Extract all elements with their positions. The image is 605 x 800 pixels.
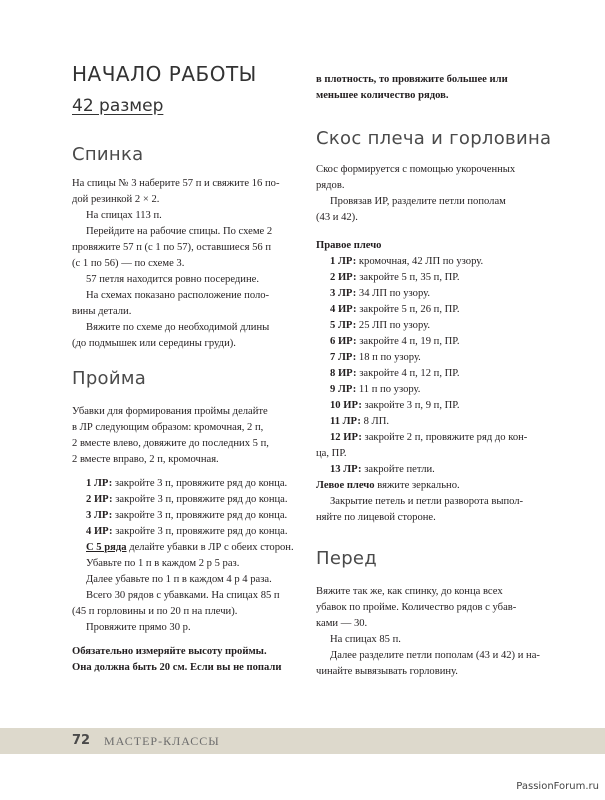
row-label: 11 ЛР:	[330, 416, 361, 427]
row-label: 2 ИР:	[86, 494, 113, 505]
row-line	[316, 302, 552, 318]
row-line	[316, 478, 552, 494]
text-line: в ЛР следующим образом: кромочная, 2 п,	[72, 422, 264, 433]
text-line: дой резинкой 2 × 2.	[72, 194, 160, 205]
row-text: закройте 3 п, провяжите ряд до конца.	[114, 478, 288, 489]
text-line: Далее разделите петли пополам (43 и 42) и на-	[330, 650, 540, 661]
row-text: закройте 3 п, провяжите ряд до конца.	[114, 510, 288, 521]
text-line: Она должна быть 20 см. Если вы не попали	[72, 662, 282, 673]
row-line	[72, 508, 304, 524]
row-label: С 5 ряда	[86, 542, 127, 553]
armhole-note	[72, 644, 304, 676]
row-label: 12 ИР:	[330, 432, 362, 443]
row-text: закройте 3 п, провяжите ряд до конца.	[115, 526, 288, 537]
armhole-rows	[72, 476, 304, 636]
heading-armhole: Пройма	[72, 368, 147, 389]
row-label: 6 ИР:	[330, 336, 357, 347]
text-line: рядов.	[316, 180, 345, 191]
text-line: (с 1 по 56) — по схеме 3.	[72, 258, 185, 269]
chapter-title: НАЧАЛО РАБОТЫ	[72, 62, 257, 86]
section-title: МАСТЕР-КЛАССЫ	[104, 734, 220, 748]
armhole-intro	[72, 404, 304, 468]
row-label: 10 ИР:	[330, 400, 362, 411]
text-line: 2 вместе вправо, 2 п, кромочная.	[72, 454, 219, 465]
row-line	[316, 350, 552, 366]
heading-front: Перед	[316, 548, 378, 569]
text-line: На спицах 85 п.	[330, 634, 401, 645]
row-line	[316, 318, 552, 334]
row-text: 34 ЛП по узору.	[358, 288, 430, 299]
row-line	[72, 524, 304, 540]
row-label: 3 ЛР:	[330, 288, 357, 299]
row-text: 11 п по узору.	[358, 384, 421, 395]
row-text: 8 ЛП.	[363, 416, 390, 427]
row-text: закройте петли.	[364, 464, 435, 475]
row-text: закройте 5 п, 35 п, ПР.	[359, 272, 460, 283]
text-line: вины детали.	[72, 306, 132, 317]
row-line	[316, 446, 552, 462]
row-text: кромочная, 42 ЛП по узору.	[358, 256, 484, 267]
row-line	[316, 398, 552, 414]
text-line: На спицы № 3 наберите 57 п и свяжите 16 по-	[72, 178, 280, 189]
row-text: закройте 2 п, провяжите ряд до кон-	[364, 432, 528, 443]
heading-shoulder: Скос плеча и горловина	[316, 128, 552, 149]
row-label: 1 ЛР:	[86, 478, 113, 489]
row-line	[316, 366, 552, 382]
shoulder-rows	[316, 238, 552, 478]
text-line: Далее убавьте по 1 п в каждом 4 р 4 раза.	[86, 574, 272, 585]
text-line: убавок по пройме. Количество рядов с убав-	[316, 602, 517, 613]
text-line: На схемах показано расположение поло-	[86, 290, 270, 301]
right-shoulder-label: Правое плечо	[316, 240, 382, 251]
heading-back: Спинка	[72, 144, 144, 165]
row-line	[316, 334, 552, 350]
text-line: 2 вместе влево, довяжите до последних 5 п,	[72, 438, 269, 449]
text-line: Вяжите по схеме до необходимой длины	[86, 322, 270, 333]
row-line	[316, 382, 552, 398]
row-label: 1 ЛР:	[330, 256, 357, 267]
row-label: 5 ЛР:	[330, 320, 357, 331]
row-label: 13 ЛР:	[330, 464, 362, 475]
row-text: 25 ЛП по узору.	[358, 320, 430, 331]
text-line: Закрытие петель и петли разворота выпол-	[330, 496, 524, 507]
text-line: 57 петля находится ровно посередине.	[86, 274, 259, 285]
row-label: 7 ЛР:	[330, 352, 357, 363]
row-text: 18 п по узору.	[358, 352, 421, 363]
row-label: 8 ИР:	[330, 368, 357, 379]
row-text: закройте 4 п, 19 п, ПР.	[359, 336, 460, 347]
text-line: Всего 30 рядов с убавками. На спицах 85 п	[86, 590, 280, 601]
shoulder-intro	[316, 162, 552, 226]
text-line: На спицах 113 п.	[86, 210, 162, 221]
text-line: Убавьте по 1 п в каждом 2 р 5 раз.	[86, 558, 240, 569]
text-line: Провязав ИР, разделите петли пополам	[330, 196, 506, 207]
row-text: закройте 3 п, 9 п, ПР.	[364, 400, 460, 411]
size-label: 42 размер	[72, 96, 164, 116]
text-line: в плотность, то провяжите большее или	[316, 74, 508, 85]
row-line	[316, 254, 552, 270]
text-line: Убавки для формирования проймы делайте	[72, 406, 268, 417]
row-line	[72, 492, 304, 508]
row-label: 4 ИР:	[330, 304, 357, 315]
row-text: закройте 5 п, 26 п, ПР.	[359, 304, 460, 315]
text-line: Вяжите так же, как спинку, до конца всех	[316, 586, 503, 597]
text-line: Скос формируется с помощью укороченных	[316, 164, 516, 175]
text-line: (45 п горловины и по 20 п на плечи).	[72, 606, 238, 617]
text-line: чинайте вывязывать горловину.	[316, 666, 458, 677]
row-label: 3 ЛР:	[86, 510, 113, 521]
row-line	[72, 540, 304, 556]
footer-band	[0, 728, 605, 754]
row-label: 4 ИР:	[86, 526, 113, 537]
left-shoulder	[316, 478, 552, 526]
row-text: закройте 4 п, 12 п, ПР.	[359, 368, 460, 379]
row-text: закройте 3 п, провяжите ряд до конца.	[115, 494, 288, 505]
back-text	[72, 176, 304, 352]
text-line: Обязательно измеряйте высоту проймы.	[72, 646, 267, 657]
row-label: 2 ИР:	[330, 272, 357, 283]
row-label: 9 ЛР:	[330, 384, 357, 395]
row-line	[316, 462, 552, 478]
row-line	[316, 430, 552, 446]
text-line: ками — 30.	[316, 618, 368, 629]
left-shoulder-label: Левое плечо	[316, 480, 375, 491]
text-line: (43 и 42).	[316, 212, 358, 223]
row-text: ца, ПР.	[316, 448, 347, 459]
text-line: Провяжите прямо 30 р.	[86, 622, 191, 633]
row-text: вяжите зеркально.	[377, 480, 460, 491]
text-line: (до подмышек или середины груди).	[72, 338, 236, 349]
watermark: PassionForum.ru	[516, 781, 599, 792]
row-text: делайте убавки в ЛР с обеих сторон.	[129, 542, 294, 553]
row-line	[72, 476, 304, 492]
text-line: меньшее количество рядов.	[316, 90, 449, 101]
row-line	[316, 286, 552, 302]
row-line	[316, 270, 552, 286]
right-top-note	[316, 72, 552, 104]
page-number: 72	[72, 733, 91, 748]
text-line: няйте по лицевой стороне.	[316, 512, 436, 523]
front-text	[316, 584, 552, 680]
row-line	[316, 414, 552, 430]
text-line: Перейдите на рабочие спицы. По схеме 2	[86, 226, 273, 237]
text-line: провяжите 57 п (с 1 по 57), оставшиеся 56 п	[72, 242, 272, 253]
